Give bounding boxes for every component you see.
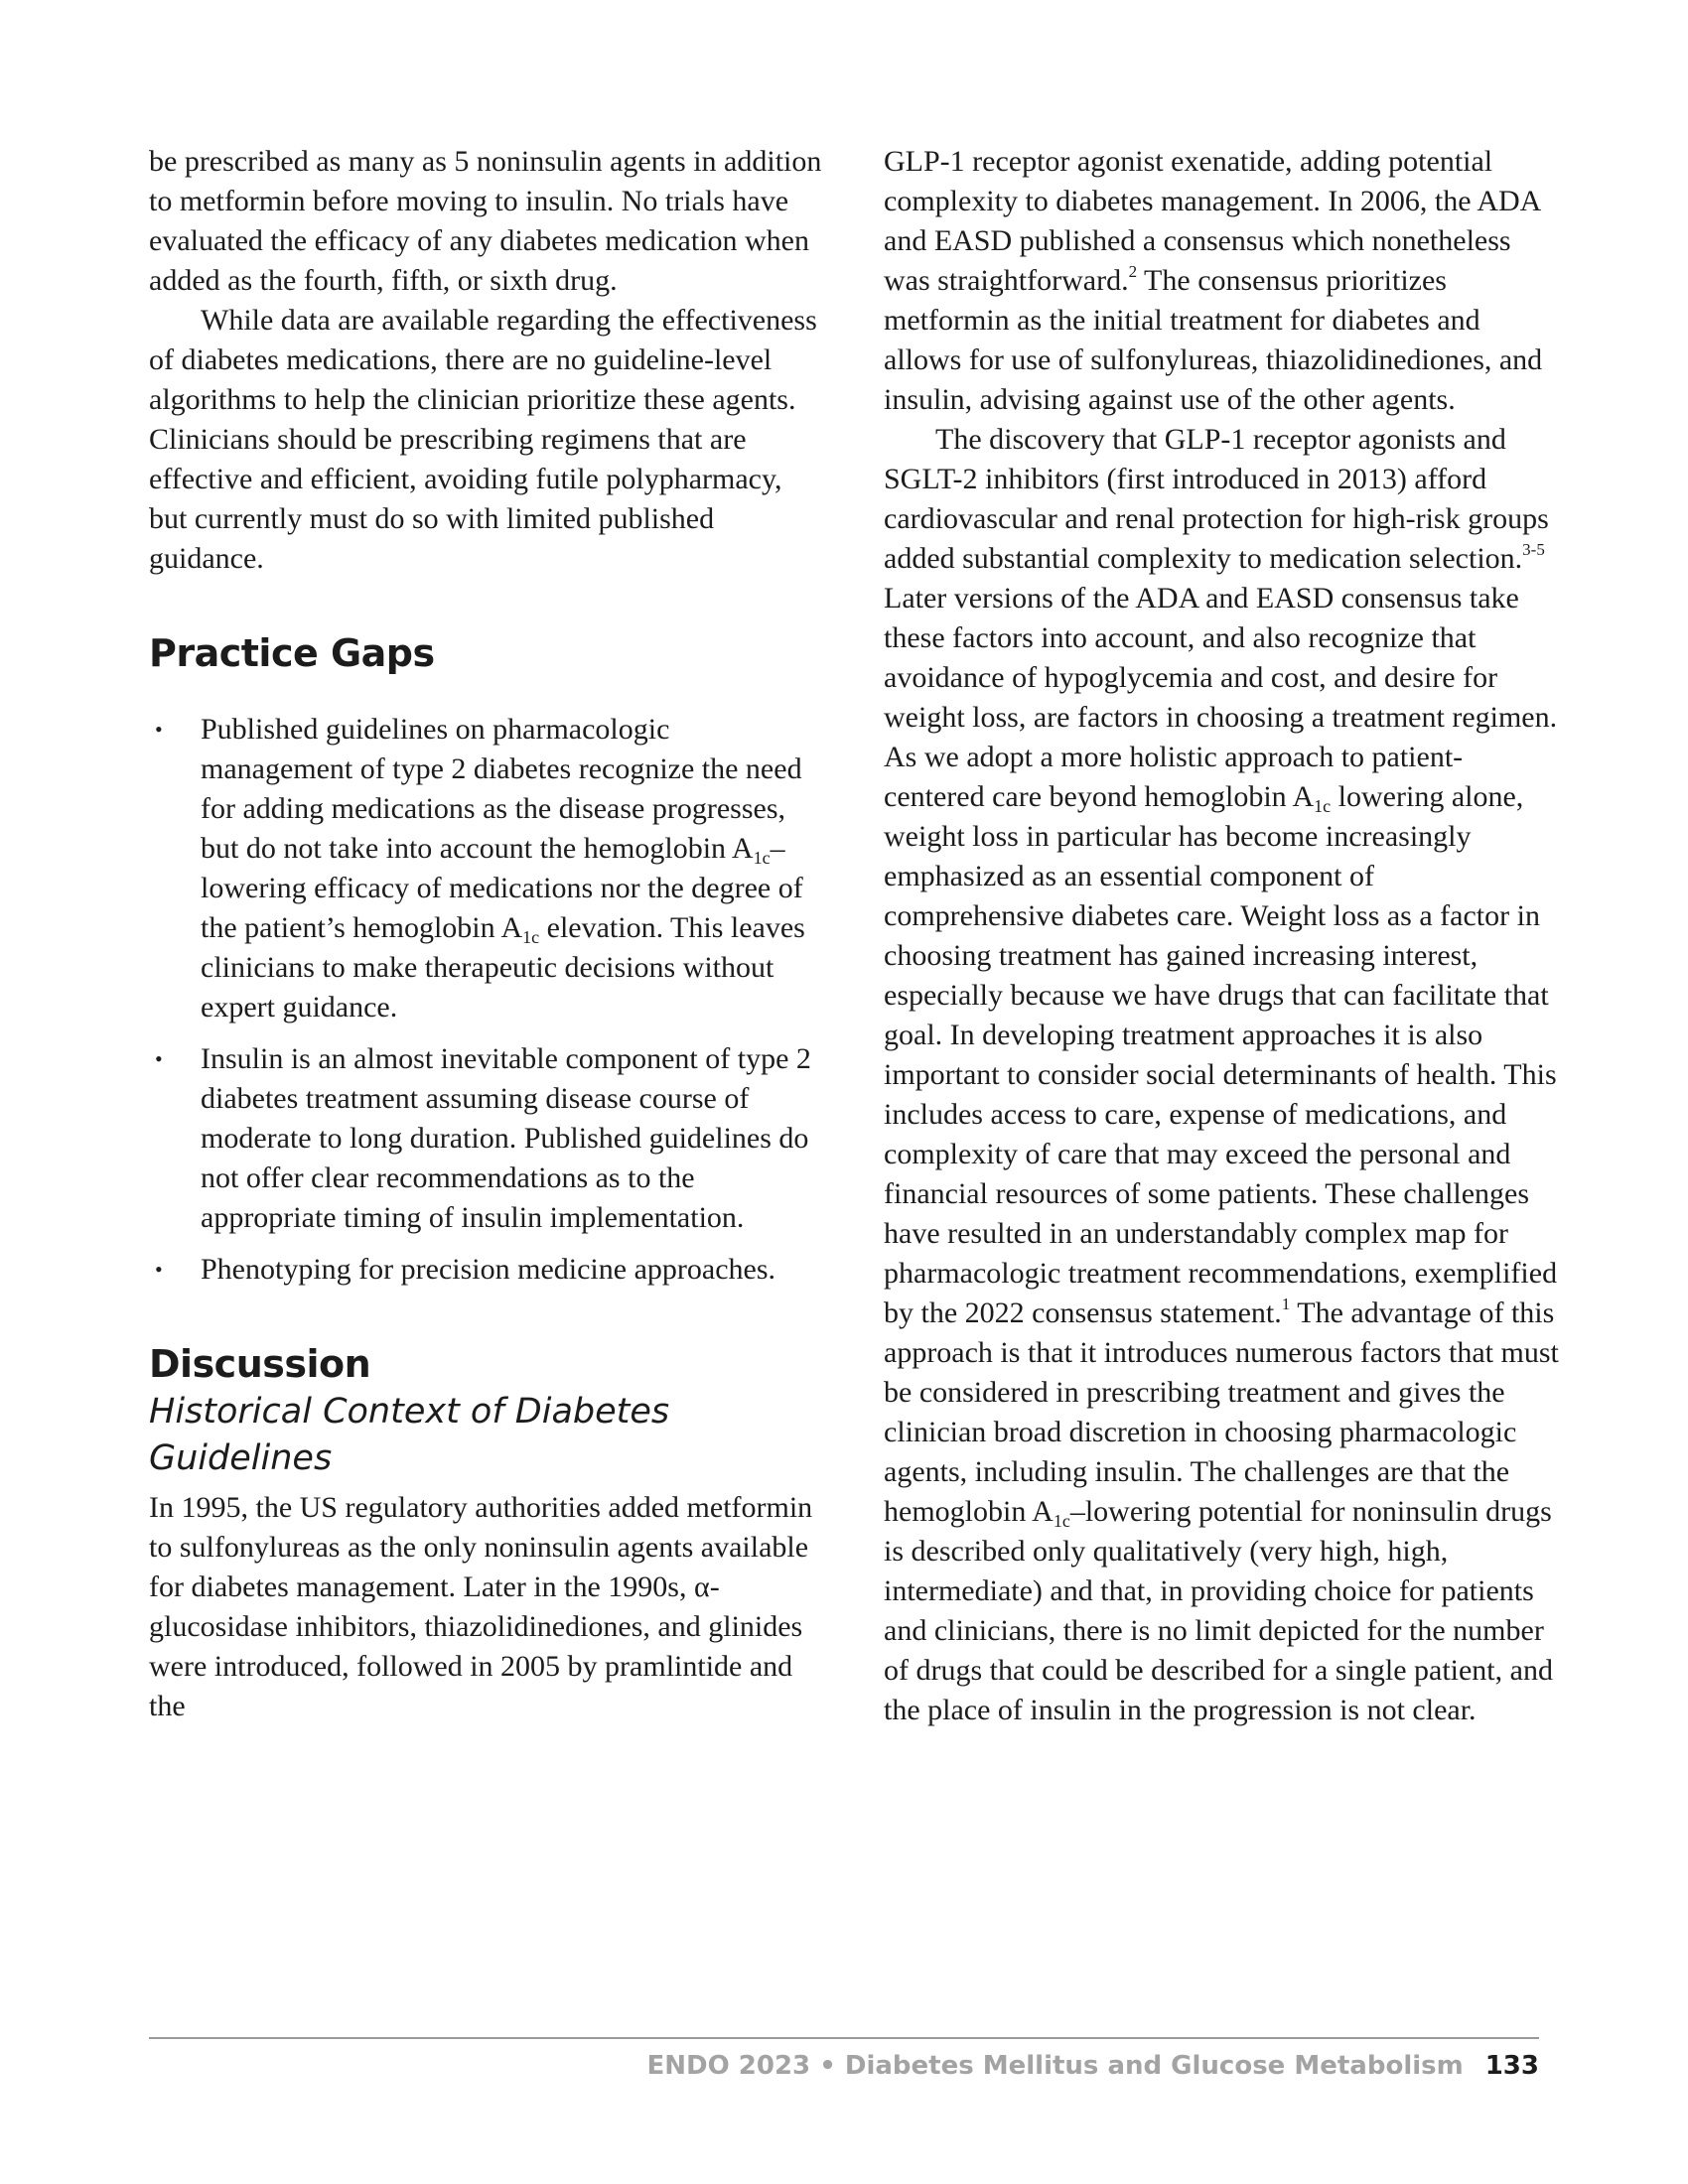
page-footer xyxy=(647,2049,1539,2083)
subscript: 1c xyxy=(753,848,771,868)
reference-superscript: 1 xyxy=(1281,1295,1291,1313)
paragraph-text: The consensus prioritizes metformin as the initial treatment for diabetes and allows for use of sulfonylureas, thiazolidinediones, and insulin, advising against use of the other agents. xyxy=(884,264,1543,416)
paragraph-text: lowering alone, weight loss in particular has become increasingly emphasized as an essential component of comprehensive diabetes care. Weight loss as a factor in choosing treatment has gained increasing interest, especially because we have drugs that can facilitate that goal. In developing treatment approaches it is also important to consider social determinants of health. This includes access to care, expense of medications, and complexity of care that may exceed the personal and financial resources of some patients. These challenges have resulted in an understandably complex map for pharmacologic treatment recommendations, exemplified by the 2022 consensus statement. xyxy=(884,780,1558,1329)
bullet-icon: • xyxy=(155,717,163,742)
practice-gaps-list xyxy=(149,710,824,1290)
bullet-text: Phenotyping for precision medicine approaches. xyxy=(201,1253,775,1286)
bullet-text: elevation. This leaves clinicians to make therapeutic decisions without expert guidance. xyxy=(201,911,805,1024)
right-column xyxy=(884,142,1559,1730)
practice-gaps-heading: Practice Gaps xyxy=(149,631,435,675)
reference-superscript: 3-5 xyxy=(1522,540,1545,559)
running-title: ENDO 2023 • Diabetes Mellitus and Glucose Metabolism xyxy=(646,2051,1464,2081)
paragraph-text: The advantage of this approach is that it introduces numerous factors that must be considered in prescribing treatment and gives the clinician broad discretion in choosing pharmacologic agents, including insulin. The challenges are that the hemoglobin A xyxy=(884,1297,1559,1528)
left-column xyxy=(149,142,824,1726)
footer-divider xyxy=(149,2037,1539,2039)
paragraph: While data are available regarding the effectiveness of diabetes medications, there are no guideline-level algorithms to help the clinician prioritize these agents. Clinicians should be prescribing regimens that are effective and efficient, avoiding futile polypharmacy, but currently must do so with limited published guidance. xyxy=(149,304,817,575)
bullet-text: Published guidelines on pharmacologic management of type 2 diabetes recognize the need for adding medications as the disease progresses, but do not take into account the hemoglobin A xyxy=(201,713,802,865)
paragraph xyxy=(884,142,1559,420)
paragraph-text: Later versions of the ADA and EASD consensus take these factors into account, and also recognize that avoidance of hypoglycemia and cost, and desire for weight loss, are factors in choosing a treatment regimen. As we adopt a more holistic approach to patient-centered care beyond hemoglobin A xyxy=(884,582,1558,813)
paragraph: In 1995, the US regulatory authorities added metformin to sulfonylureas as the only noninsulin agents available for diabetes management. Later in the 1990s, α-glucosidase inhibitors, thiazolidinediones, and glinides were introduced, followed in 2005 by pramlintide and the xyxy=(149,1491,813,1722)
paragraph: be prescribed as many as 5 noninsulin agents in addition to metformin before moving to insulin. No trials have evaluated the efficacy of any diabetes medication when added as the fourth, fifth, or sixth drug. xyxy=(149,145,822,297)
paragraph xyxy=(884,420,1559,1730)
paragraph-text: GLP-1 receptor agonist exenatide, adding potential complexity to diabetes management. In 2006, the ADA and EASD published a consensus which nonetheless was straightforward. xyxy=(884,145,1540,297)
list-item xyxy=(149,1250,824,1290)
historical-context-subheading: Historical Context of Diabetes Guidelines xyxy=(149,1392,670,1478)
paragraph-text: The discovery that GLP-1 receptor agonists and SGLT-2 inhibitors (first introduced in 2013) afford cardiovascular and renal protection for high-risk groups added substantial complexity to medication selection. xyxy=(884,423,1549,575)
bullet-text: Insulin is an almost inevitable component of type 2 diabetes treatment assuming disease course of moderate to long duration. Published guidelines do not offer clear recommendations as to the appropriate timing of insulin implementation. xyxy=(201,1042,811,1234)
bullet-icon: • xyxy=(155,1046,163,1071)
list-item xyxy=(149,710,824,1027)
bullet-icon: • xyxy=(155,1257,163,1282)
page-number: 133 xyxy=(1484,2051,1539,2081)
discussion-heading: Discussion xyxy=(149,1342,371,1386)
reference-superscript: 2 xyxy=(1128,262,1138,281)
paragraph-text: –lowering potential for noninsulin drugs is described only qualitatively (very high, high, intermediate) and that, in providing choice for patients and clinicians, there is no limit depicted for the number of drugs that could be described for a single patient, and the place of insulin in the progression is not clear. xyxy=(884,1495,1553,1726)
subscript: 1c xyxy=(1053,1511,1070,1531)
bullet-text: –lowering efficacy of medications nor the degree of the patient’s hemoglobin A xyxy=(201,832,803,944)
list-item xyxy=(149,1039,824,1238)
subscript: 1c xyxy=(1314,796,1332,816)
subscript: 1c xyxy=(522,927,540,947)
